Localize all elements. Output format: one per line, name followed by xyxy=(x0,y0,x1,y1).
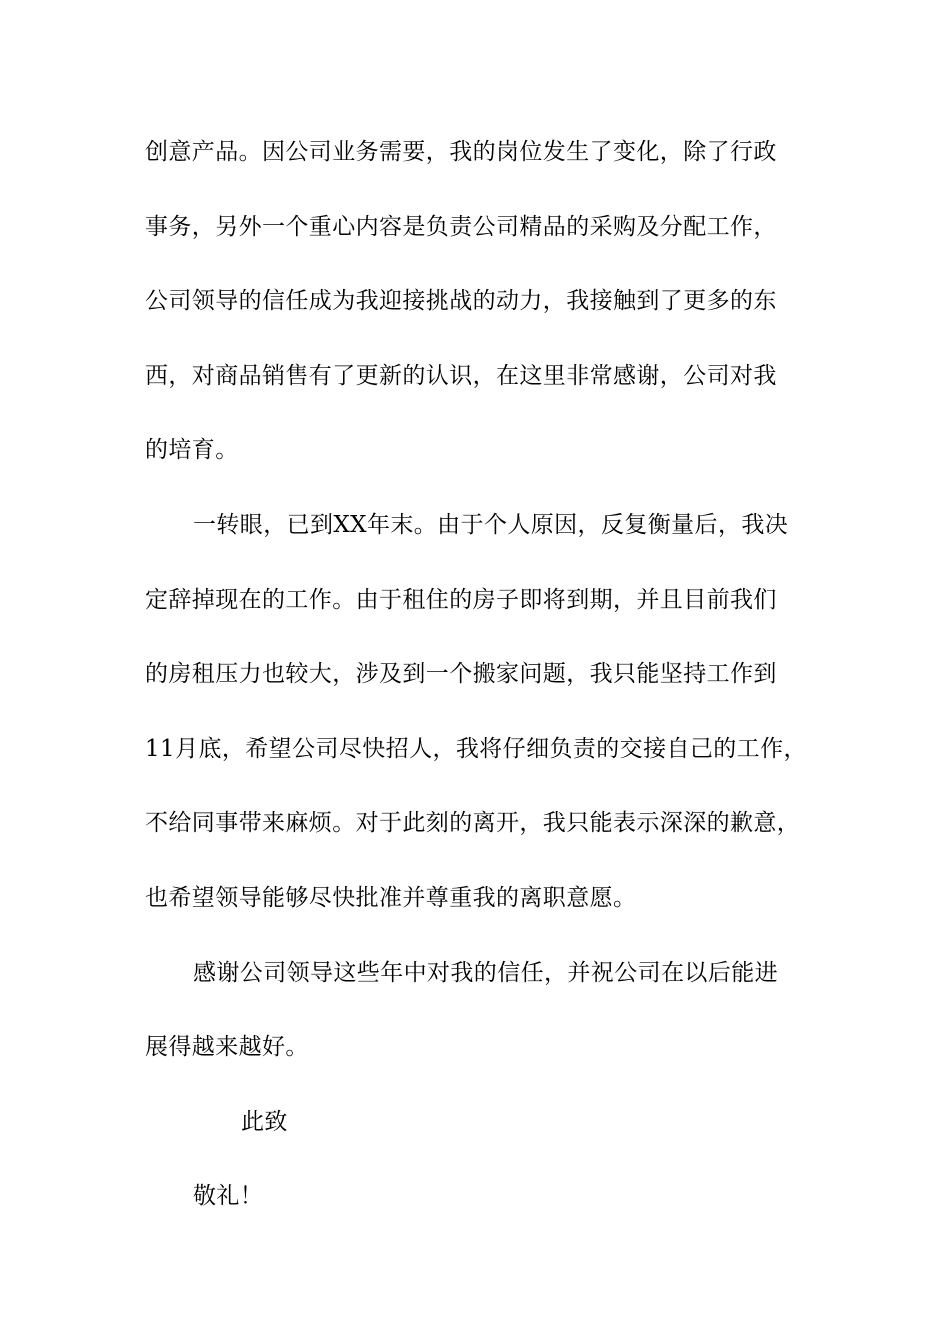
paragraph-1-line-1: 创意产品。因公司业务需要，我的岗位发生了变化，除了行政 xyxy=(145,139,777,165)
paragraph-1-line-4: 西，对商品销售有了更新的认识，在这里非常感谢，公司对我 xyxy=(145,363,777,389)
closing-salutation: 此致 xyxy=(241,1109,288,1135)
paragraph-2-line-1: 一转眼，已到XX年末。由于个人原因，反复衡量后，我决 xyxy=(193,512,789,538)
paragraph-2-line-4: 11月底，希望公司尽快招人，我将仔细负责的交接自己的工作， xyxy=(145,736,807,762)
paragraph-1-line-2: 事务，另外一个重心内容是负责公司精品的采购及分配工作， xyxy=(145,214,777,240)
paragraph-2-line-6: 也希望领导能够尽快批准并尊重我的离职意愿。 xyxy=(145,885,637,911)
paragraph-2-line-3: 的房租压力也较大，涉及到一个搬家问题，我只能坚持工作到 xyxy=(145,661,777,687)
paragraph-1-line-3: 公司领导的信任成为我迎接挑战的动力，我接触到了更多的东 xyxy=(145,288,777,314)
paragraph-3-line-1: 感谢公司领导这些年中对我的信任，并祝公司在以后能进 xyxy=(193,960,778,986)
closing-regards: 敬礼！ xyxy=(193,1183,264,1209)
paragraph-1-line-5: 的培育。 xyxy=(145,437,239,463)
paragraph-2-line-2: 定辞掉现在的工作。由于租住的房子即将到期，并且目前我们 xyxy=(145,587,777,613)
paragraph-3-line-2: 展得越来越好。 xyxy=(145,1034,309,1060)
paragraph-2-line-5: 不给同事带来麻烦。对于此刻的离开，我只能表示深深的歉意， xyxy=(145,810,801,836)
